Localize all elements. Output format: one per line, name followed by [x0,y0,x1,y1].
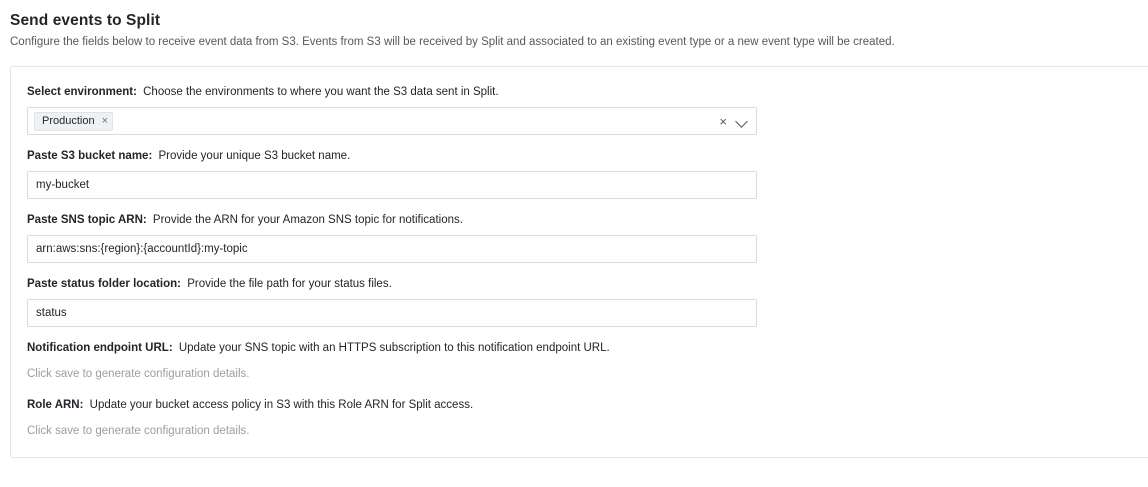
sns-description: Provide the ARN for your Amazon SNS topic for notifications. [152,213,463,226]
field-role-arn [27,398,1141,437]
notification-endpoint-note: Click save to generate configuration details. [27,367,250,380]
role-arn-label: Role ARN: [27,398,84,411]
sns-topic-arn-input[interactable] [27,235,757,263]
chevron-down-icon[interactable] [736,115,748,127]
field-s3-bucket-name [27,149,1141,199]
environment-chip-label: Production [42,115,95,128]
environment-label: Select environment: [27,86,137,99]
status-folder-input[interactable] [27,299,757,327]
environment-label-line [27,85,1141,100]
role-arn-label-line [27,398,1141,413]
notification-endpoint-label: Notification endpoint URL: [27,341,173,354]
sns-label: Paste SNS topic ARN: [27,213,147,226]
notification-endpoint-label-line [27,341,1141,356]
notification-endpoint-description: Update your SNS topic with an HTTPS subscription to this notification endpoint URL. [178,341,610,354]
role-arn-description: Update your bucket access policy in S3 with this Role ARN for Split access. [89,398,474,411]
environment-chip-production[interactable] [34,112,113,131]
status-folder-value: status [36,306,67,319]
bucket-name-value: my-bucket [36,178,90,191]
field-notification-endpoint [27,341,1141,380]
environment-description: Choose the environments to where you want the S3 data sent in Split. [143,86,499,99]
sns-topic-arn-value: arn:aws:sns:{region}:{accountId}:my-topic [36,242,248,255]
configuration-card [10,66,1148,458]
bucket-name-input[interactable] [27,171,757,199]
bucket-label-line [27,149,1141,164]
page-subtitle: Configure the fields below to receive event data from S3. Events from S3 will be received by Split and associated to an existing event type or a new event type will be created. [10,36,895,48]
status-folder-description: Provide the file path for your status files. [187,277,392,290]
environment-multiselect-actions [719,108,748,134]
close-icon[interactable]: × [101,114,109,127]
page-title: Send events to Split [10,12,161,29]
field-status-folder [27,277,1141,327]
clear-icon[interactable]: × [719,113,727,129]
bucket-label: Paste S3 bucket name: [27,150,153,163]
field-sns-topic-arn [27,213,1141,263]
sns-label-line [27,213,1141,228]
page-header [0,12,1148,50]
environment-multiselect[interactable] [27,107,757,135]
field-select-environment [27,85,1141,135]
status-folder-label: Paste status folder location: [27,277,182,290]
role-arn-note: Click save to generate configuration details. [27,424,250,437]
bucket-description: Provide your unique S3 bucket name. [158,150,351,163]
status-folder-label-line [27,277,1141,292]
